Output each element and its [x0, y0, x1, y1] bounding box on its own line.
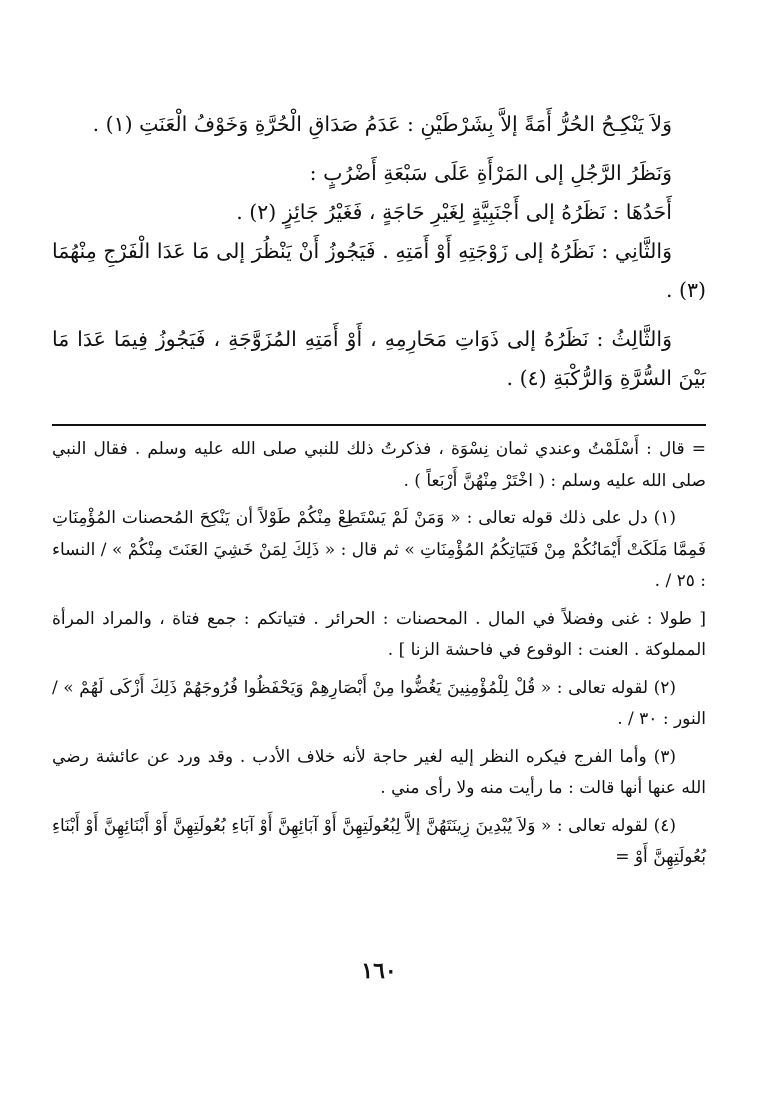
main-text — [52, 105, 706, 398]
footnote-continuation: = قال : أَسْلَمْتُ وعندي ثمان نِسْوَة ، فذكرتُ ذلك للنبي صلى الله عليه وسلم . فقال النبي صلى الله عليه وسلم : ( اخْتَرْ مِنْهُنَّ أَرْبَعاً ) . — [52, 439, 706, 491]
main-paragraph-5: وَالثَّالِثُ : نَظَرُهُ إلى ذَوَاتِ مَحَارِمِهِ ، أَوْ أَمَتِهِ المُزَوَّجَةِ ، فَيَجُوزُ فِيمَا عَدَا مَا بَيْنَ السُّرَّةِ وَالرُّكْبَةِ (٤) . — [52, 327, 706, 390]
main-paragraph-1: وَلاَ يَنْكِـحُ الحُرُّ أَمَةً إلاَّ بِشَرْطَيْنِ : عَدَمُ صَدَاقِ الْحُرَّةِ وَخَوْفُ الْعَنَتِ (١) . — [92, 112, 672, 136]
main-paragraph-2: وَنَظَرُ الرَّجُلِ إلى المَرْأَةِ عَلَى سَبْعَةِ أَضْرُبٍ : — [309, 161, 672, 185]
footnote-4: (٤) لقوله تعالى : « وَلاَ يُبْدِينَ زِينَتَهُنَّ إلاَّ لِبُعُولَتِهِنَّ أَوْ آبَائِهِنَّ أَوْ آبَاءِ بُعُولَتِهِنَّ أَوْ أَبْنَائِهِنَّ أَوْ أَبْنَاءِ بُعُولَتِهِنَّ أَوْ = — [52, 815, 706, 867]
footnote-3: (٣) وأما الفرج فيكره النظر إليه لغير حاجة لأنه خلاف الأدب . وقد ورد عن عائشة رضي الله عنها أنها قالت : ما رأيت منه ولا رأى مني . — [52, 746, 706, 798]
footnote-1-gloss: [ طولا : غنى وفضلاً في المال . المحصنات : الحرائر . فتياتكم : جمع فتاة ، والمراد المرأة المملوكة . العنت : الوقوع في فاحشة الزنا ] . — [52, 608, 706, 660]
main-paragraph-4: وَالثَّانِي : نَظَرُهُ إلى زَوْجَتِهِ أَوْ أَمَتِهِ . فَيَجُوزُ أَنْ يَنْظُرَ إلى مَا عَدَا الْفَرْجِ مِنْهُمَا (٣) . — [52, 239, 706, 302]
main-paragraph-3: أَحَدُهَا : نَظَرُهُ إلى أَجْنَبِيَّةٍ لِغَيْرِ حَاجَةٍ ، فَغَيْرُ جَائِزٍ (٢) . — [236, 200, 672, 224]
footnotes — [52, 434, 706, 874]
footnote-divider — [52, 424, 706, 426]
footnote-2: (٢) لقوله تعالى : « قُلْ لِلْمُؤْمِنِينَ يَغُضُّوا مِنْ أَبْصَارِهِمْ وَيَحْفَظُوا فُرُوجَهُمْ ذَلِكَ أَزْكَى لَهُمْ » / النور : ٣٠ / . — [52, 677, 706, 729]
footnote-1: (١) دل على ذلك قوله تعالى : « وَمَنْ لَمْ يَسْتَطِعْ مِنْكُمْ طَوْلاً أن يَنْكِحَ المُحصنات المُؤْمِنَاتِ فَمِمَّا مَلَكَتْ أَيْمَانُكُمْ مِنْ فَتَيَاتِكُمُ المُؤْمِنَاتِ » ثم قال : « ذَلِكَ لِمَنْ خَشِيَ العَنَتَ مِنْكُمْ » / النساء : ٢٥ / . — [52, 508, 706, 591]
page-number: ١٦٠ — [361, 958, 397, 984]
